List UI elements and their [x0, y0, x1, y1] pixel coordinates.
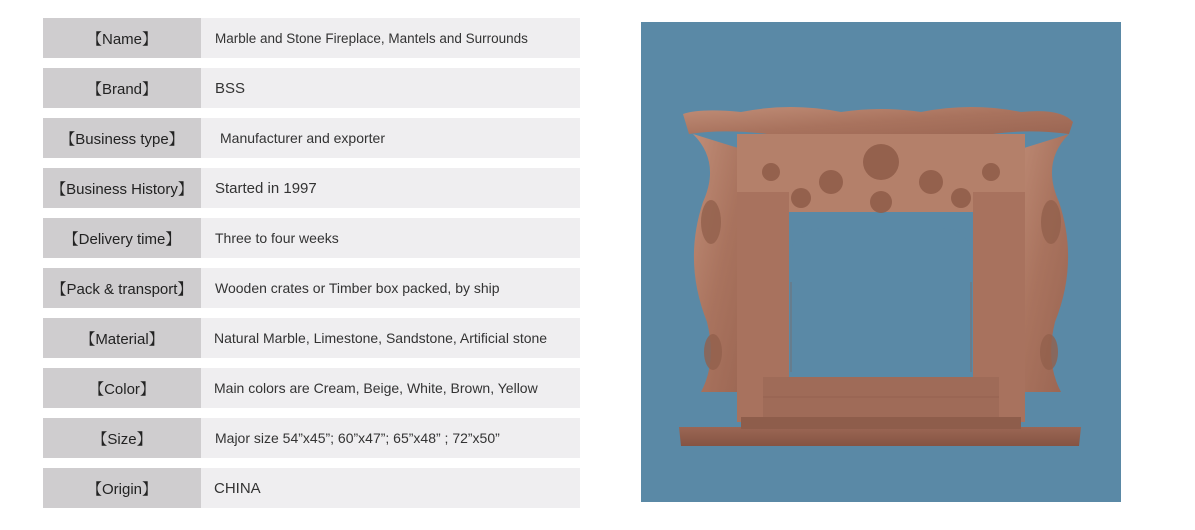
spec-row-pack-transport [43, 268, 580, 308]
spec-value-pack-transport: Wooden crates or Timber box packed, by ship [201, 268, 580, 308]
spec-table [43, 18, 580, 518]
spec-label-material: 【Material】 [43, 318, 201, 358]
spec-value-business-type: Manufacturer and exporter [201, 118, 580, 158]
spec-value-color: Main colors are Cream, Beige, White, Brown, Yellow [201, 368, 580, 408]
spec-value-delivery-time: Three to four weeks [201, 218, 580, 258]
spec-value-business-history: Started in 1997 [201, 168, 580, 208]
spec-label-origin: 【Origin】 [43, 468, 201, 508]
spec-label-pack-transport: 【Pack & transport】 [43, 268, 201, 308]
spec-label-delivery-time: 【Delivery time】 [43, 218, 201, 258]
spec-label-business-history: 【Business History】 [43, 168, 201, 208]
spec-value-origin: CHINA [201, 468, 580, 508]
spec-row-origin [43, 468, 580, 508]
spec-row-business-history [43, 168, 580, 208]
spec-label-business-type: 【Business type】 [43, 118, 201, 158]
spec-row-material [43, 318, 580, 358]
fireplace-illustration [641, 22, 1121, 502]
spec-row-name [43, 18, 580, 58]
fireplace-product-image [641, 22, 1121, 502]
spec-label-size: 【Size】 [43, 418, 201, 458]
spec-value-brand: BSS [201, 68, 580, 108]
spec-row-size [43, 418, 580, 458]
spec-value-size: Major size 54”x45”; 60”x47”; 65”x48” ; 72”x50” [201, 418, 580, 458]
spec-value-material: Natural Marble, Limestone, Sandstone, Artificial stone [201, 318, 580, 358]
spec-label-name: 【Name】 [43, 18, 201, 58]
spec-label-brand: 【Brand】 [43, 68, 201, 108]
spec-value-name: Marble and Stone Fireplace, Mantels and Surrounds [201, 18, 580, 58]
spec-row-brand [43, 68, 580, 108]
spec-row-color [43, 368, 580, 408]
spec-label-color: 【Color】 [43, 368, 201, 408]
spec-row-business-type [43, 118, 580, 158]
spec-row-delivery-time [43, 218, 580, 258]
